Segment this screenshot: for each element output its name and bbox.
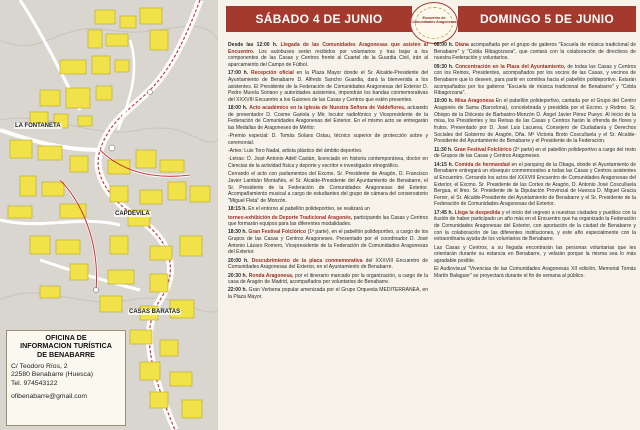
event-text: de todas las Casas y Centros con los Reinos, Presidentes, acompañados por los socios de las Casas, y vecinos de Benabarre que lo deseen, para partir en comitiva hacia el pabellón polideportivo. Estarán acompañados por los gaiteros "Escuela de música tradicional de Benabarre" y "Cobla Ribagorzana".: [434, 63, 636, 97]
event-highlight: Llegada de las Comunidades Aragonesas que asisten al Encuentro.: [228, 42, 428, 55]
event-time: 17:45 h.: [434, 209, 454, 216]
event-entry: [228, 156, 428, 169]
event-time: 08:00 h.: [434, 42, 454, 48]
sunday-header: DOMINGO 5 DE JUNIO: [458, 6, 636, 32]
event-entry: [228, 287, 428, 300]
event-time: 20:00 h.: [228, 257, 249, 264]
map-label-casas-baratas: CASAS BARATAS: [129, 309, 181, 315]
event-text: (2ª parte) en el pabellón polideportivo a cargo del resto de Grupos de las Casas y Centros Aragoneses.: [434, 146, 636, 160]
program-panel: [222, 0, 640, 430]
event-text: (1ª parte), en el pabellón polideportivo, a cargo de los Grupos de las Casas y Centros Aragoneses. Presentado por el coordinador D. José Antonio Lázaro Romero, Vicepresidente de la Federación de Comunidades Aragonesas del Exterior.: [228, 229, 429, 256]
office-title-line: INFORMACION TURÍSTICA: [20, 341, 112, 351]
event-text: actuando de presentador D. Cosme Gariola y Mir, locutor radiofónico y Vicepresidente de la Federación de Comunidades Aragonesas del Exterior. En el mismo acto se entregarán las Medallas de Aragoneses de Mérito:: [228, 105, 429, 132]
office-title-line: DE BENABARRE: [37, 349, 95, 359]
event-time: 20:30 h.: [228, 272, 248, 279]
event-entry: [434, 162, 636, 209]
event-time: Desde las 12:00 h.: [228, 42, 278, 48]
event-entry: [228, 42, 428, 69]
office-title-line: OFICINA DE: [45, 333, 87, 342]
office-address-line: 22580 Benabarre (Huesca): [11, 371, 93, 379]
office-email[interactable]: ofibenabarre@gmail.com: [11, 392, 88, 400]
event-highlight: torneo-exhibición de Deporte Tradicional Aragonés,: [228, 214, 353, 221]
event-highlight: Ronda Aragonesa,: [248, 272, 294, 279]
event-text: -Premio especial: D. Tomás Solans Ostau, técnico superior de protección sobre y ceremonial.: [228, 133, 428, 146]
event-text: del XXXVIII Encuentro de Comunidades Aragonesas del Exterior, en el Ayuntamiento de Benabarre.: [228, 257, 429, 271]
event-time: 14:15 h.: [434, 161, 454, 168]
event-highlight: Descubrimiento de la placa conmemorativa: [251, 257, 363, 264]
event-entry: [228, 206, 428, 213]
event-time: 18:15 h.: [228, 206, 247, 213]
office-phone: Tel. 974543122: [11, 379, 58, 387]
event-entry: [228, 105, 428, 132]
event-time: 10:00 h.: [434, 98, 454, 105]
event-text: Los autobuses serán recibidos por voluntarios y tras bajar a los componentes de las Casas y Centros frente al Cuartel de la Guardia Civil, irán al aparcamiento del Campo de Fútbol.: [228, 48, 429, 68]
event-entry: [228, 273, 428, 286]
event-entry: [228, 229, 428, 256]
office-address-line: C/ Teodoro Ríos, 2: [11, 363, 68, 371]
event-time: 09:30 h.: [434, 63, 454, 70]
saturday-header: SÁBADO 4 DE JUNIO: [226, 6, 412, 32]
event-text: acompañada por el grupo de gaiteros "Escuela de música tradicional de Benabarre" y "Cobla Ribagorzana", que contará con la colaboración de directivos de nuestra Federación y voluntarios.: [434, 42, 637, 62]
event-entry: [228, 133, 428, 146]
event-highlight: Gran Festival Folclórico: [248, 229, 307, 236]
event-entry: [434, 42, 636, 62]
event-highlight: Llega la despedida: [454, 209, 501, 216]
emblem-text: Encuentro de Comunidades Aragonesas: [411, 16, 457, 24]
event-text: -Artes: Luis Toro Nadal, artista plástico del ámbito deportivo.: [228, 148, 363, 155]
event-text: En el entorno al pabellón polideportivo, se realizará un: [248, 206, 370, 213]
event-text: Gran Verbena popular amenizada por el Grupo Orquesta MEDITERRANEA, en la Plaza Mayor.: [228, 287, 429, 301]
event-entry: [434, 245, 636, 265]
event-time: 18:00 h.: [228, 105, 248, 112]
event-time: 17:00 h.: [228, 70, 249, 77]
event-highlight: Diana: [455, 42, 469, 48]
encuentro-emblem-icon: [410, 2, 458, 44]
event-text: en el parquing de la Obaga, donde el Ayuntamiento de Benabarre entregará un obsequio conmemorativo a todas las Casas y Centros asistentes al Encuentro. Cerrando los actos del XXXVIII Encuentro de Comunidades Aragonesas del Exterior, el Excmo. Sr. Presidente de las Cortes de Aragón, D. Antonio José Cosculluela Bergua, el Ilmo. Sr. Presidente de la Diputación Provincial de Huesca D. Miguel Gracia Ferrer, el Sr. Alcalde-Presidente del Ayuntamiento de Benabarre y el Sr. Presidente de la Federación de Comunidades Aragonesas del Exterior.: [434, 161, 637, 208]
saturday-schedule: [228, 42, 428, 302]
event-highlight: Recepción oficial: [250, 70, 294, 77]
event-entry: [228, 171, 428, 204]
event-text: y el inicio del regreso a nuestras ciudades y pueblos con la ilusión de haber participado un año más en el Encuentro que ha organizado la Federación de Comunidades Aragonesas del Exterior, con aportación de la ciudad de Benabarre y con la colaboración de las diferentes instituciones, y este año especialmente con la extraordinaria ayuda de los voluntarios de Benabarre.: [434, 209, 637, 243]
event-highlight: Concentración en la Plaza del Ayuntamiento,: [455, 63, 566, 70]
event-entry: [228, 148, 428, 155]
event-highlight: Gran Festival Folclórico: [453, 146, 512, 153]
map-label-la-fontaneta: LA FONTANETA: [15, 123, 61, 129]
event-entry: [434, 64, 636, 97]
event-highlight: Misa Aragonesa: [454, 98, 494, 105]
event-entry: [434, 98, 636, 145]
event-entry: [228, 258, 428, 271]
event-text: En el pabellón polideportivo, cantada por el Grupo del Centro Aragonés de Sama (Barcelona), concelebrada y presidida por el Excmo. y Rvdmo. Sr. Obispo de la Diócesis de Barbastro-Monzón D. Ángel Javier Pérez Pueyo. Al inicio de la misa, los Presidentes y los Reinas de las Casas y Centros harán la ofrenda de flores y frutos. Presentado por D. José Luis Lacueva, Consejero de Ciudadanía y Derechos Sociales del Gobierno de Aragón, Dña. Mª Victoria Broto Cosculluela y el Sr. Alcalde-Presidente del Ayuntamiento de Benabarre y el Presidente de la Federación.: [434, 98, 637, 145]
event-text: en la Plaza Mayor donde el Sr. Alcalde-Presidente del Ayuntamiento de Benabarre D. Alfredo Sancho Guardia, dará la bienvenida a los asistentes. El Presidente de la Federación de Comunidades Aragonesas del Exterior D. Pedro Murela Soriano y autoridades asistentes, impondrán los bandas conmemorativas del XXXVIII Encuentro a los Guiones de las Casas y Centros que estén presentes.: [228, 70, 428, 103]
event-text: Las Casas y Centros, a su llegada encontrarán las personas voluntarias que les orientarán durante su estancia en Benabarre, y velarán porque la misma sea lo más agradable posible.: [434, 244, 636, 264]
event-entry: [434, 147, 636, 160]
map-label-capdevila: CAPDEVILA: [115, 211, 150, 217]
tourist-office-box: [6, 330, 126, 426]
event-time: 22:00 h.: [228, 287, 248, 294]
event-text: Cerrando el acto con parlamentos del Excmo. Sr. Presidente de Aragón, D. Francisco Javier Lambán Montañés, el Sr. Alcalde-Presidente del Ayuntamiento de Benabarre, el Sr. Presidente de la Federación de Comunidades Aragonesas del Exterior. Acompañamiento musical a cargo de estudiantes del grupo de cámara del conservatorio "Miguel Fleta" de Monzón.: [228, 171, 428, 204]
event-time: 18:30 h.: [228, 229, 247, 236]
event-text: El Audiovisual "Vivencias de las Comunidades Aragonesas XII edición, Memorial Tomás Martín Balaguer" se proyectará durante el fin de semana al público.: [434, 266, 636, 279]
event-highlight: Acto académico en la iglesia de Nuestra Señora de Valdeflores,: [249, 105, 406, 112]
event-time: 11:30 h.: [434, 146, 453, 153]
town-map[interactable]: [0, 0, 218, 430]
event-text: -Letras: D. José Antonio Adell Castán, licenciado en historia contemporánea, doctor en Ciencias de la actividad física y deporte y escritor e investigador etnográfico.: [228, 156, 428, 170]
event-entry: [228, 70, 428, 103]
event-entry: [434, 266, 636, 279]
event-highlight: Comida de hermandad: [454, 161, 510, 168]
event-entry: [434, 210, 636, 243]
event-text: participando las Casas y Centros que formarán equipos para las diferentes modalidades.: [228, 214, 429, 228]
event-text: por el itinerario marcado por la organización, a cargo de la casa de Aragón de Madrid, acompañados por voluntarios de Benabarre.: [228, 272, 429, 286]
sunday-schedule: [434, 42, 636, 281]
event-entry: [228, 215, 428, 228]
